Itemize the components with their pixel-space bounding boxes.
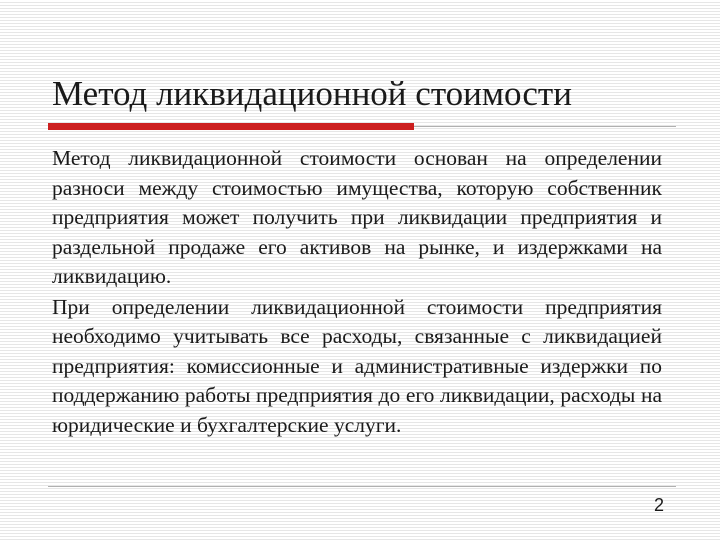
- body-paragraph-2: При определении ликвидационной стоимости предприятия необходимо учитывать все расходы, связанные с ликвидацией предприятия: комиссионные и административные издержки по поддержанию работы предприятия до его ликвидации, расходы на юридические и бухгалтерские услуги.: [52, 294, 662, 437]
- body-paragraph-1: Метод ликвидационной стоимости основан на определении разноси между стоимостью имущества, которую собственник предприятия может получить при ликвидации предприятия и раздельной продаже его активов на рынке, и издержками на ликвидацию.: [52, 146, 662, 288]
- page-number: 2: [653, 495, 664, 515]
- title-accent-bar: [48, 123, 414, 130]
- footer-divider-line: [48, 486, 676, 487]
- slide-title: Метод ликвидационной стоимости: [52, 74, 572, 113]
- slide-body: [52, 144, 662, 440]
